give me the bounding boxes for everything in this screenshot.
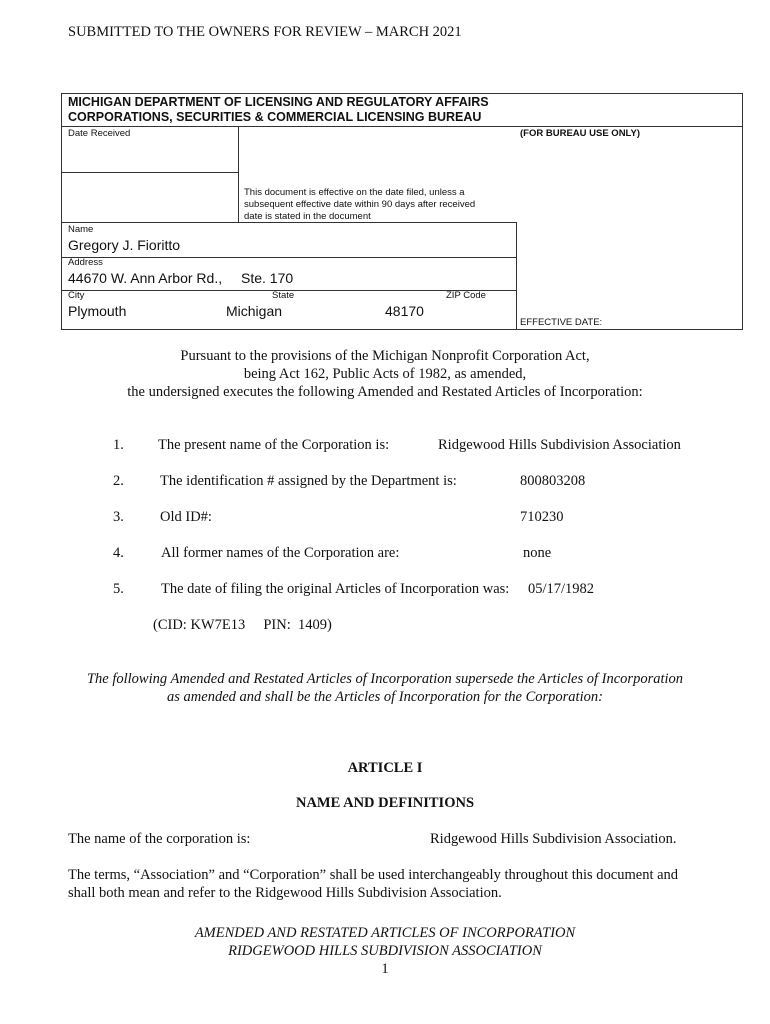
- address-field[interactable]: 44670 W. Ann Arbor Rd.,: [68, 270, 223, 286]
- divider: [62, 257, 516, 258]
- divider: [62, 172, 238, 173]
- item-label: All former names of the Corporation are:: [161, 545, 400, 561]
- supersede-line-2: as amended and shall be the Articles of Incorporation for the Corporation:: [167, 689, 603, 705]
- city-field[interactable]: Plymouth: [68, 303, 127, 319]
- item-label: The date of filing the original Articles of Incorporation was:: [161, 581, 510, 597]
- city-label: City: [68, 290, 85, 301]
- item-value: 800803208: [520, 473, 586, 489]
- item-value: Ridgewood Hills Subdivision Association: [438, 437, 681, 453]
- item-number: 5.: [113, 581, 124, 597]
- item-label: Old ID#:: [160, 509, 212, 525]
- cid-pin-line: (CID: KW7E13 PIN: 1409): [153, 617, 332, 633]
- divider: [62, 126, 742, 127]
- effective-note-1: This document is effective on the date filed, unless a: [244, 187, 465, 198]
- state-field[interactable]: Michigan: [226, 303, 283, 319]
- item-value: 710230: [520, 509, 564, 525]
- item-label: The identification # assigned by the Department is:: [160, 473, 457, 489]
- address-suite-field[interactable]: Ste. 170: [241, 270, 294, 286]
- effective-note-2: subsequent effective date within 90 days after received: [244, 199, 476, 210]
- intro-line-1: Pursuant to the provisions of the Michigan Nonprofit Corporation Act,: [180, 348, 590, 364]
- corp-name-value: Ridgewood Hills Subdivision Association.: [430, 831, 677, 847]
- terms-line-1: The terms, “Association” and “Corporation” shall be used interchangeably throughout this document and: [68, 867, 679, 883]
- zip-label: ZIP Code: [446, 290, 486, 301]
- page-number: 1: [381, 961, 389, 977]
- article-title: ARTICLE I: [347, 760, 423, 776]
- bureau-use-label: (FOR BUREAU USE ONLY): [520, 128, 640, 139]
- bureau-form-box: [61, 93, 743, 330]
- item-value: 05/17/1982: [528, 581, 595, 597]
- item-number: 2.: [113, 473, 124, 489]
- article-subtitle: NAME AND DEFINITIONS: [295, 795, 475, 811]
- state-label: State: [272, 290, 295, 301]
- item-number: 4.: [113, 545, 124, 561]
- divider: [238, 126, 239, 223]
- date-received-label: Date Received: [68, 128, 131, 139]
- dept-line-1: MICHIGAN DEPARTMENT OF LICENSING AND REGULATORY AFFAIRS: [68, 95, 489, 109]
- document-header: SUBMITTED TO THE OWNERS FOR REVIEW – MARCH 2021: [68, 24, 462, 40]
- effective-date-label: EFFECTIVE DATE:: [520, 317, 603, 328]
- terms-line-2: shall both mean and refer to the Ridgewood Hills Subdivision Association.: [68, 885, 502, 901]
- divider: [516, 222, 517, 329]
- address-label: Address: [68, 257, 103, 268]
- item-number: 1.: [113, 437, 124, 453]
- supersede-line-1: The following Amended and Restated Articles of Incorporation supersede the Articles of Incorporation: [86, 671, 684, 687]
- corp-name-label: The name of the corporation is:: [68, 831, 251, 847]
- zip-field[interactable]: 48170: [385, 303, 424, 319]
- divider: [62, 222, 516, 223]
- effective-note-3: date is stated in the document: [244, 211, 371, 222]
- name-label: Name: [68, 224, 94, 235]
- name-field[interactable]: Gregory J. Fioritto: [68, 237, 181, 253]
- item-label: The present name of the Corporation is:: [158, 437, 390, 453]
- dept-line-2: CORPORATIONS, SECURITIES & COMMERCIAL LICENSING BUREAU: [68, 110, 482, 124]
- intro-line-2: being Act 162, Public Acts of 1982, as amended,: [243, 366, 527, 382]
- footer-line-1: AMENDED AND RESTATED ARTICLES OF INCORPORATION: [194, 925, 576, 941]
- intro-line-3: the undersigned executes the following Amended and Restated Articles of Incorporation:: [127, 384, 643, 400]
- footer-line-2: RIDGEWOOD HILLS SUBDIVISION ASSOCIATION: [228, 943, 542, 959]
- item-value: none: [523, 545, 552, 561]
- item-number: 3.: [113, 509, 124, 525]
